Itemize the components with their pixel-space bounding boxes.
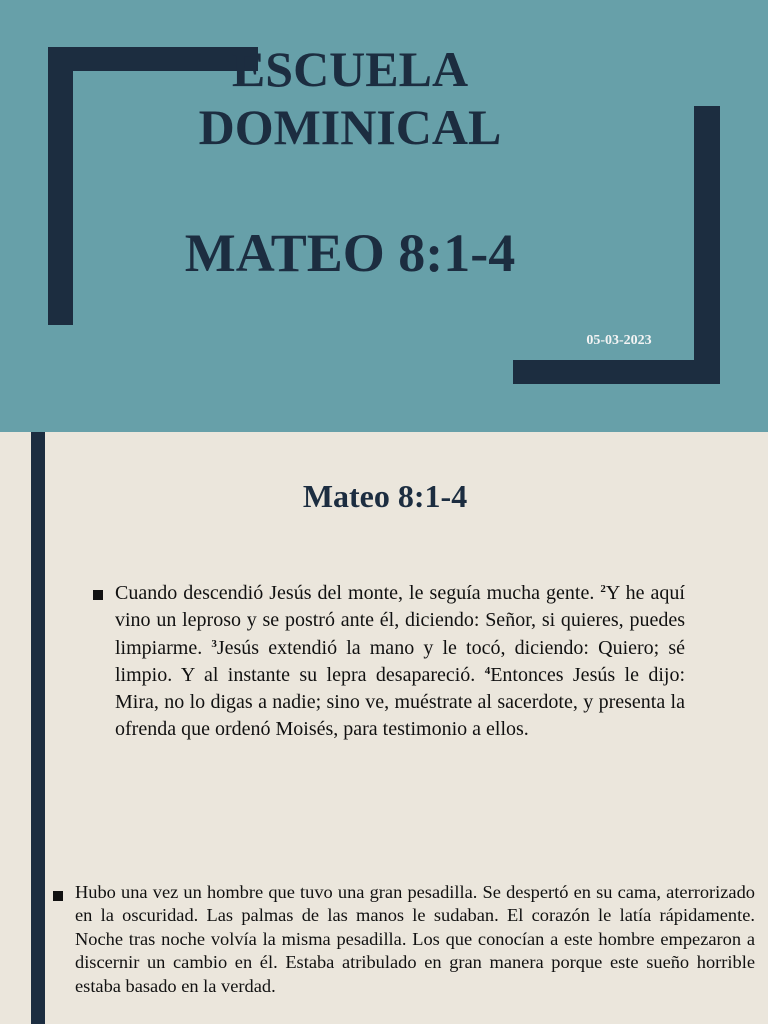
cover-subtitle: MATEO 8:1-4 <box>184 223 516 283</box>
story-slide <box>0 864 768 1024</box>
left-accent-line <box>31 432 45 864</box>
frame-bottom-right-vertical <box>694 106 720 384</box>
cover-date: 05-03-2023 <box>586 333 652 348</box>
scripture-slide <box>0 432 768 864</box>
frame-top-left-vertical <box>48 47 73 325</box>
verse-2: Y he aquí vino un leproso y se postró ante él, diciendo: Señor, si quieres, puedes limpiarme. <box>115 582 685 659</box>
square-bullet-icon <box>53 891 63 901</box>
verse-number-4: 4 <box>484 664 491 677</box>
cover-title: ESCUELA DOMINICAL <box>198 41 502 155</box>
left-accent-line <box>31 864 45 1024</box>
verse-4: Entonces Jesús le dijo: Mira, no lo digas a nadie; sino ve, muéstrate al sacerdote, y presenta la ofrenda que ordenó Moisés, para testimonio a ellos. <box>115 663 686 741</box>
story-text: Hubo una vez un hombre que tuvo una gran pesadilla. Se despertó en su cama, aterrorizado en la oscuridad. Las palmas de las manos le sudaban. El corazón le latía rápidamente. Noche tras noche volvía la misma pesadilla. Los que conocían a este hombre empezaron a discernir un cambio en él. Estaba atribulado en gran manera porque este sueño horrible estaba basado en la verdad. <box>75 882 755 996</box>
scripture-text <box>115 580 685 744</box>
scripture-title: Mateo 8:1-4 <box>302 478 468 514</box>
square-bullet-icon <box>93 590 103 600</box>
verse-number-2: 2 <box>600 583 606 595</box>
frame-bottom-right-horizontal <box>513 360 720 384</box>
verse-1: Cuando descendió Jesús del monte, le seguía mucha gente. <box>115 582 595 604</box>
verse-3: Jesús extendió la mano y le tocó, diciendo: Quiero; sé limpio. Y al instante su lepra desapareció. <box>115 636 686 686</box>
cover-slide <box>0 0 768 432</box>
verse-number-3: 3 <box>211 637 217 650</box>
